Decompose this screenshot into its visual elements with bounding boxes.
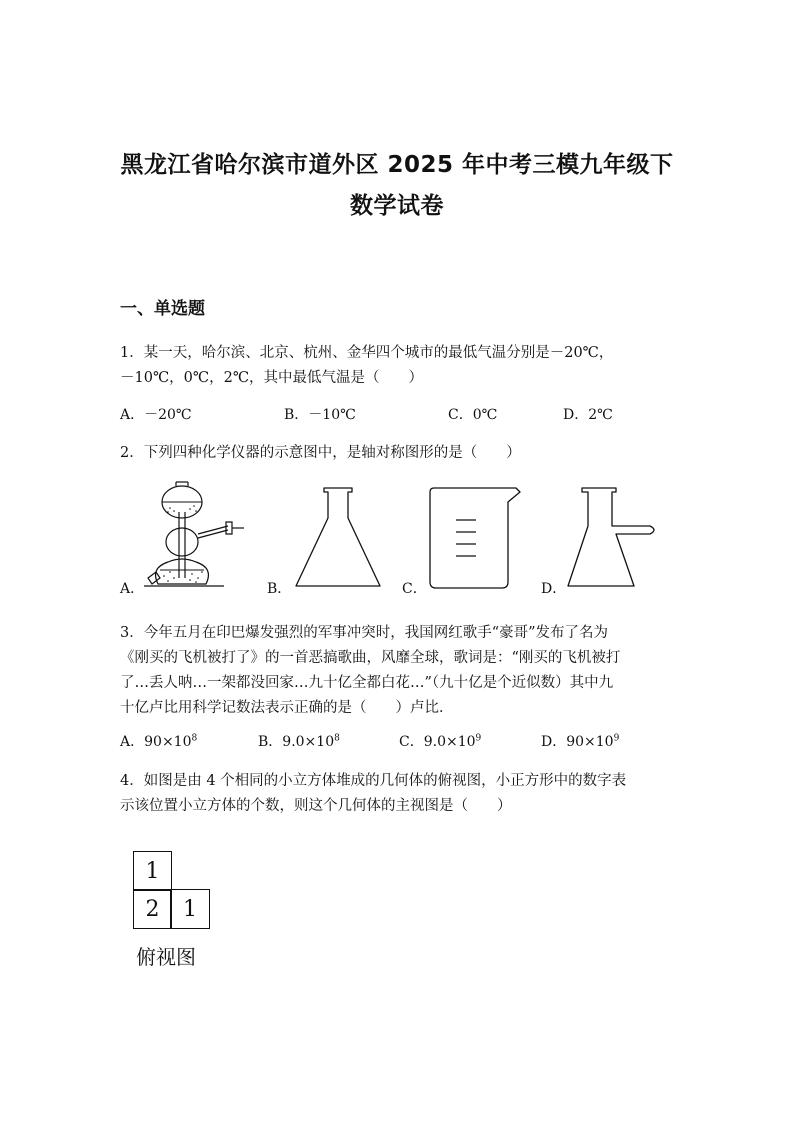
q1-option-a: A．－20℃ <box>120 407 192 423</box>
grid-cell-bottom-left: 2 <box>133 889 172 929</box>
question-2-text: 2．下列四种化学仪器的示意图中，是轴对称图形的是（ ） <box>120 445 521 461</box>
q2-label-d: D． <box>541 581 567 597</box>
q3-option-b: B．$9.0\times 10^8$ <box>258 733 340 750</box>
q1-option-b: B．－10℃ <box>284 407 356 423</box>
question-4-line2: 示该位置小立方体的个数，则这个几何体的主视图是（ ） <box>120 798 512 814</box>
q2-label-c: C． <box>402 581 427 597</box>
q1-option-d: D．2℃ <box>563 407 613 423</box>
question-3-line4: 十亿卢比用科学记数法表示正确的是（ ）卢比． <box>120 700 454 716</box>
conical-flask-figure <box>294 486 384 590</box>
question-3-line3: 了…丢人呐…一架都没回家…九十亿全都白花…”（九十亿是个近似数）其中九 <box>120 675 614 691</box>
grid-cell-top: 1 <box>133 851 172 891</box>
suction-flask-figure <box>566 486 660 590</box>
question-1-line1: 1．某一天，哈尔滨、北京、杭州、金华四个城市的最低气温分别是－20℃， <box>120 345 614 361</box>
q2-label-a: A． <box>120 581 145 597</box>
section-heading: 一、单选题 <box>120 299 205 319</box>
grid-cell-bottom-right: 1 <box>170 889 210 929</box>
q2-label-b: B． <box>267 581 292 597</box>
question-1-line2: －10℃，0℃，2℃，其中最低气温是（ ） <box>120 370 424 386</box>
beaker-figure <box>428 486 522 590</box>
q3-option-a: A．$90\times 10^8$ <box>120 733 198 750</box>
question-3-line1: 3．今年五月在印巴爆发强烈的军事冲突时，我国网红歌手“豪哥”发布了名为 <box>120 625 609 641</box>
q3-option-c: C．$9.0\times 10^9$ <box>399 733 482 750</box>
q3-option-d: D．$90\times 10^9$ <box>541 733 620 750</box>
document-title-line1: 黑龙江省哈尔滨市道外区 2025 年中考三模九年级下 <box>120 152 674 178</box>
question-4-line1: 4．如图是由 4 个相同的小立方体堆成的几何体的俯视图，小正方形中的数字表 <box>120 773 627 789</box>
question-3-line2: 《刚买的飞机被打了》的一首恶搞歌曲，风靡全球，歌词是：“刚买的飞机被打 <box>120 650 621 666</box>
q1-option-c: C．0℃ <box>448 407 498 423</box>
top-view-caption: 俯视图 <box>136 945 196 969</box>
document-title-line2: 数学试卷 <box>350 193 444 219</box>
apparatus-a-figure <box>140 482 248 592</box>
